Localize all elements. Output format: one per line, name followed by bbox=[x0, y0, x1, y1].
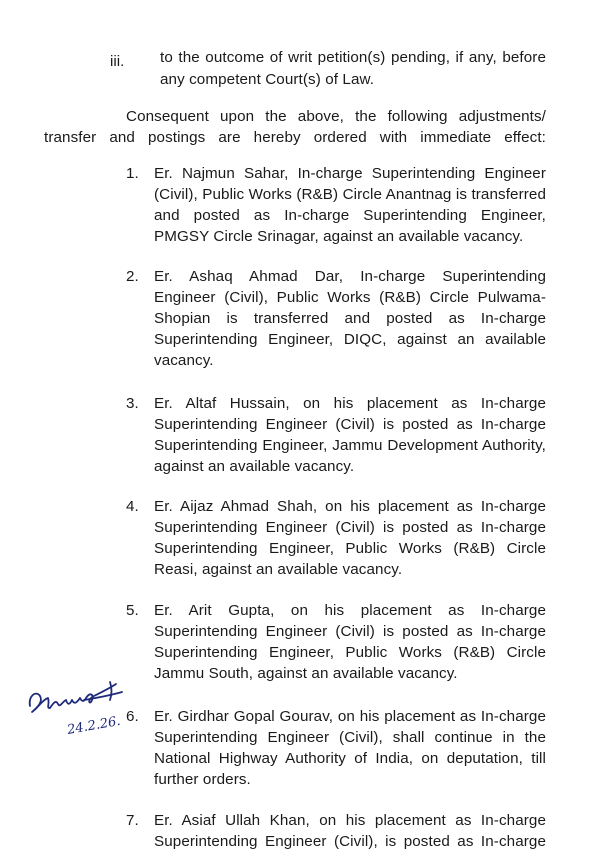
item-2-line-5: vacancy. bbox=[154, 352, 214, 369]
intro-item-line-1: to the outcome of writ petition(s) pending, if any, before bbox=[160, 49, 546, 66]
item-number-1: 1. bbox=[126, 165, 139, 182]
item-number-5: 5. bbox=[126, 602, 139, 619]
item-4-line-1: Er. Aijaz Ahmad Shah, on his placement as In-charge bbox=[154, 498, 546, 515]
item-number-3: 3. bbox=[126, 395, 139, 412]
item-2-line-4: Superintending Engineer, DIQC, against an available bbox=[154, 331, 546, 348]
item-5-line-3: Superintending Engineer, Public Works (R&B) Circle bbox=[154, 644, 546, 661]
item-1-line-4: PMGSY Circle Srinagar, against an available vacancy. bbox=[154, 228, 524, 245]
signature-strokes bbox=[30, 682, 122, 712]
item-marker-iii: iii. bbox=[110, 53, 125, 70]
item-2-line-2: Engineer (Civil), Public Works (R&B) Circle Pulwama- bbox=[154, 289, 546, 306]
intro-paragraph-line-1: Consequent upon the above, the following adjustments/ bbox=[126, 108, 546, 125]
item-4-line-3: Superintending Engineer, Public Works (R&B) Circle bbox=[154, 540, 546, 557]
item-1-line-2: (Civil), Public Works (R&B) Circle Anantnag is transferred bbox=[154, 186, 546, 203]
item-7-line-1: Er. Asiaf Ullah Khan, on his placement as In-charge bbox=[154, 812, 546, 829]
intro-paragraph-line-2: transfer and postings are hereby ordered with immediate effect: bbox=[44, 129, 546, 146]
item-number-7: 7. bbox=[126, 812, 139, 829]
item-number-6: 6. bbox=[126, 708, 139, 725]
intro-item-line-2: any competent Court(s) of Law. bbox=[160, 71, 375, 88]
signature-date: 24.2.26. bbox=[66, 713, 122, 738]
item-3-line-4: against an available vacancy. bbox=[154, 458, 355, 475]
item-6-line-4: further orders. bbox=[154, 771, 251, 788]
item-number-2: 2. bbox=[126, 268, 139, 285]
item-7-line-2: Superintending Engineer (Civil), is posted as In-charge bbox=[154, 833, 546, 850]
handwritten-signature bbox=[24, 678, 140, 740]
item-number-4: 4. bbox=[126, 498, 139, 515]
item-5-line-2: Superintending Engineer (Civil) is posted as In-charge bbox=[154, 623, 546, 640]
item-2-line-3: Shopian is transferred and posted as In-charge bbox=[154, 310, 546, 327]
item-3-line-1: Er. Altaf Hussain, on his placement as In-charge bbox=[154, 395, 546, 412]
item-4-line-2: Superintending Engineer (Civil) is posted as In-charge bbox=[154, 519, 546, 536]
item-6-line-2: Superintending Engineer (Civil), shall continue in the bbox=[154, 729, 546, 746]
item-6-line-1: Er. Girdhar Gopal Gourav, on his placement as In-charge bbox=[154, 708, 546, 725]
item-5-line-4: Jammu South, against an available vacancy. bbox=[154, 665, 458, 682]
item-3-line-2: Superintending Engineer (Civil) is posted as In-charge bbox=[154, 416, 546, 433]
item-4-line-4: Reasi, against an available vacancy. bbox=[154, 561, 403, 578]
item-5-line-1: Er. Arit Gupta, on his placement as In-charge bbox=[154, 602, 546, 619]
item-6-line-3: National Highway Authority of India, on deputation, till bbox=[154, 750, 546, 767]
item-2-line-1: Er. Ashaq Ahmad Dar, In-charge Superintending bbox=[154, 268, 546, 285]
item-1-line-3: and posted as In-charge Superintending Engineer, bbox=[154, 207, 546, 224]
item-1-line-1: Er. Najmun Sahar, In-charge Superintending Engineer bbox=[154, 165, 546, 182]
item-3-line-3: Superintending Engineer, Jammu Development Authority, bbox=[154, 437, 546, 454]
